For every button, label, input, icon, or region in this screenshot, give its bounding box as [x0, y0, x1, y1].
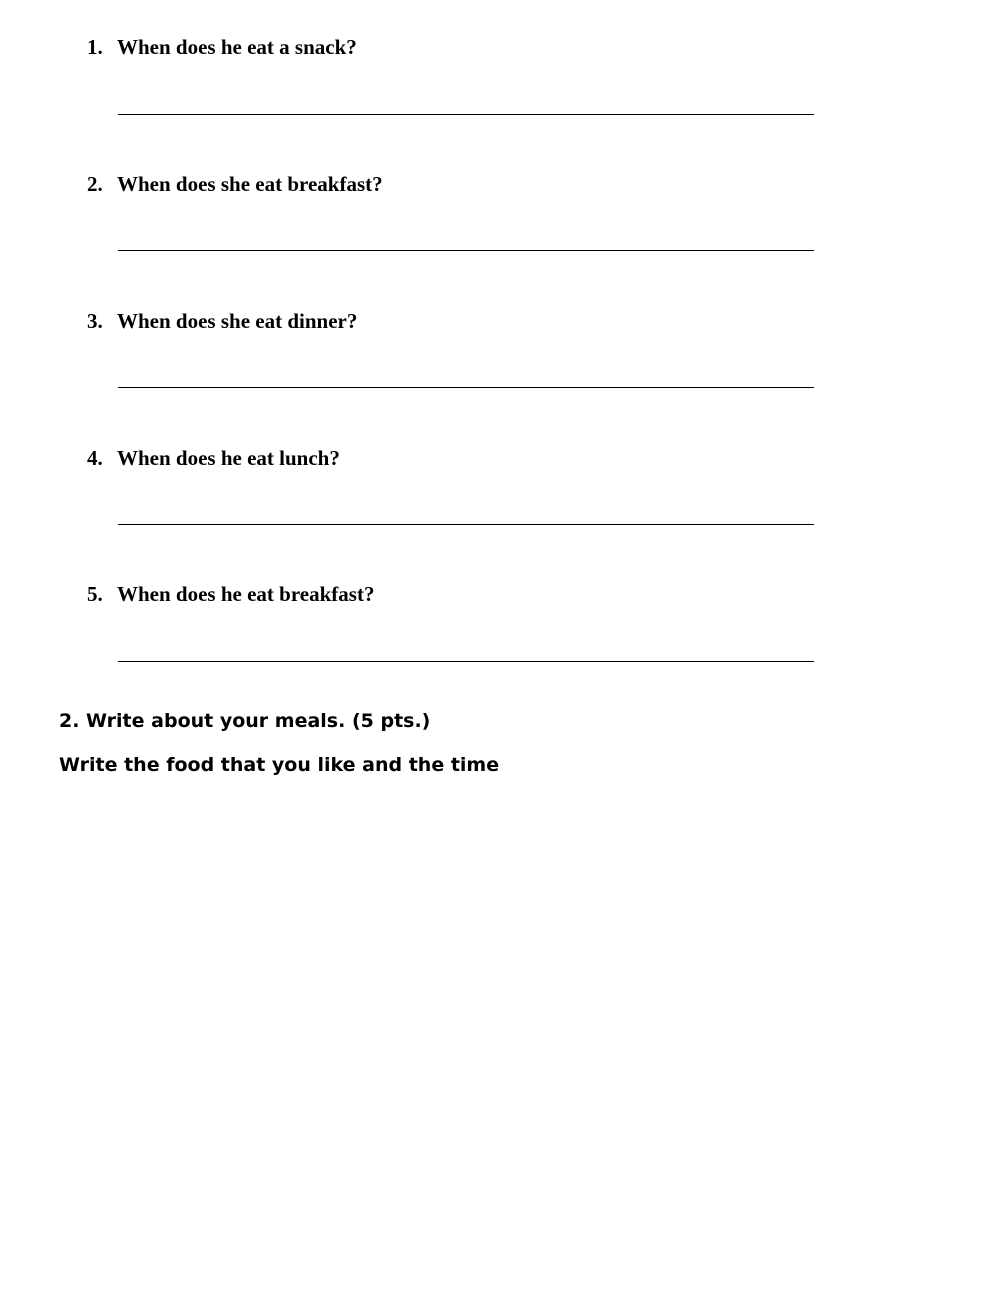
section-instruction: Write the food that you like and the time — [59, 754, 500, 776]
question-text: When does he eat a snack? — [117, 35, 357, 59]
question-text: When does he eat lunch? — [117, 446, 340, 470]
question-number: 2. — [87, 172, 103, 196]
question-1 — [87, 37, 357, 58]
question-text: When does she eat breakfast? — [117, 172, 383, 196]
answer-line-2[interactable] — [118, 250, 814, 251]
answer-line-1[interactable] — [118, 114, 814, 115]
answer-line-3[interactable] — [118, 387, 814, 388]
question-2 — [87, 174, 383, 195]
question-number: 1. — [87, 35, 103, 59]
question-4 — [87, 448, 340, 469]
question-text: When does she eat dinner? — [117, 309, 358, 333]
answer-line-5[interactable] — [118, 661, 814, 662]
answer-line-4[interactable] — [118, 524, 814, 525]
question-number: 3. — [87, 309, 103, 333]
question-3 — [87, 311, 357, 332]
question-number: 5. — [87, 582, 103, 606]
question-number: 4. — [87, 446, 103, 470]
section-heading: 2. Write about your meals. (5 pts.) — [59, 710, 431, 732]
question-5 — [87, 584, 374, 605]
question-text: When does he eat breakfast? — [117, 582, 375, 606]
